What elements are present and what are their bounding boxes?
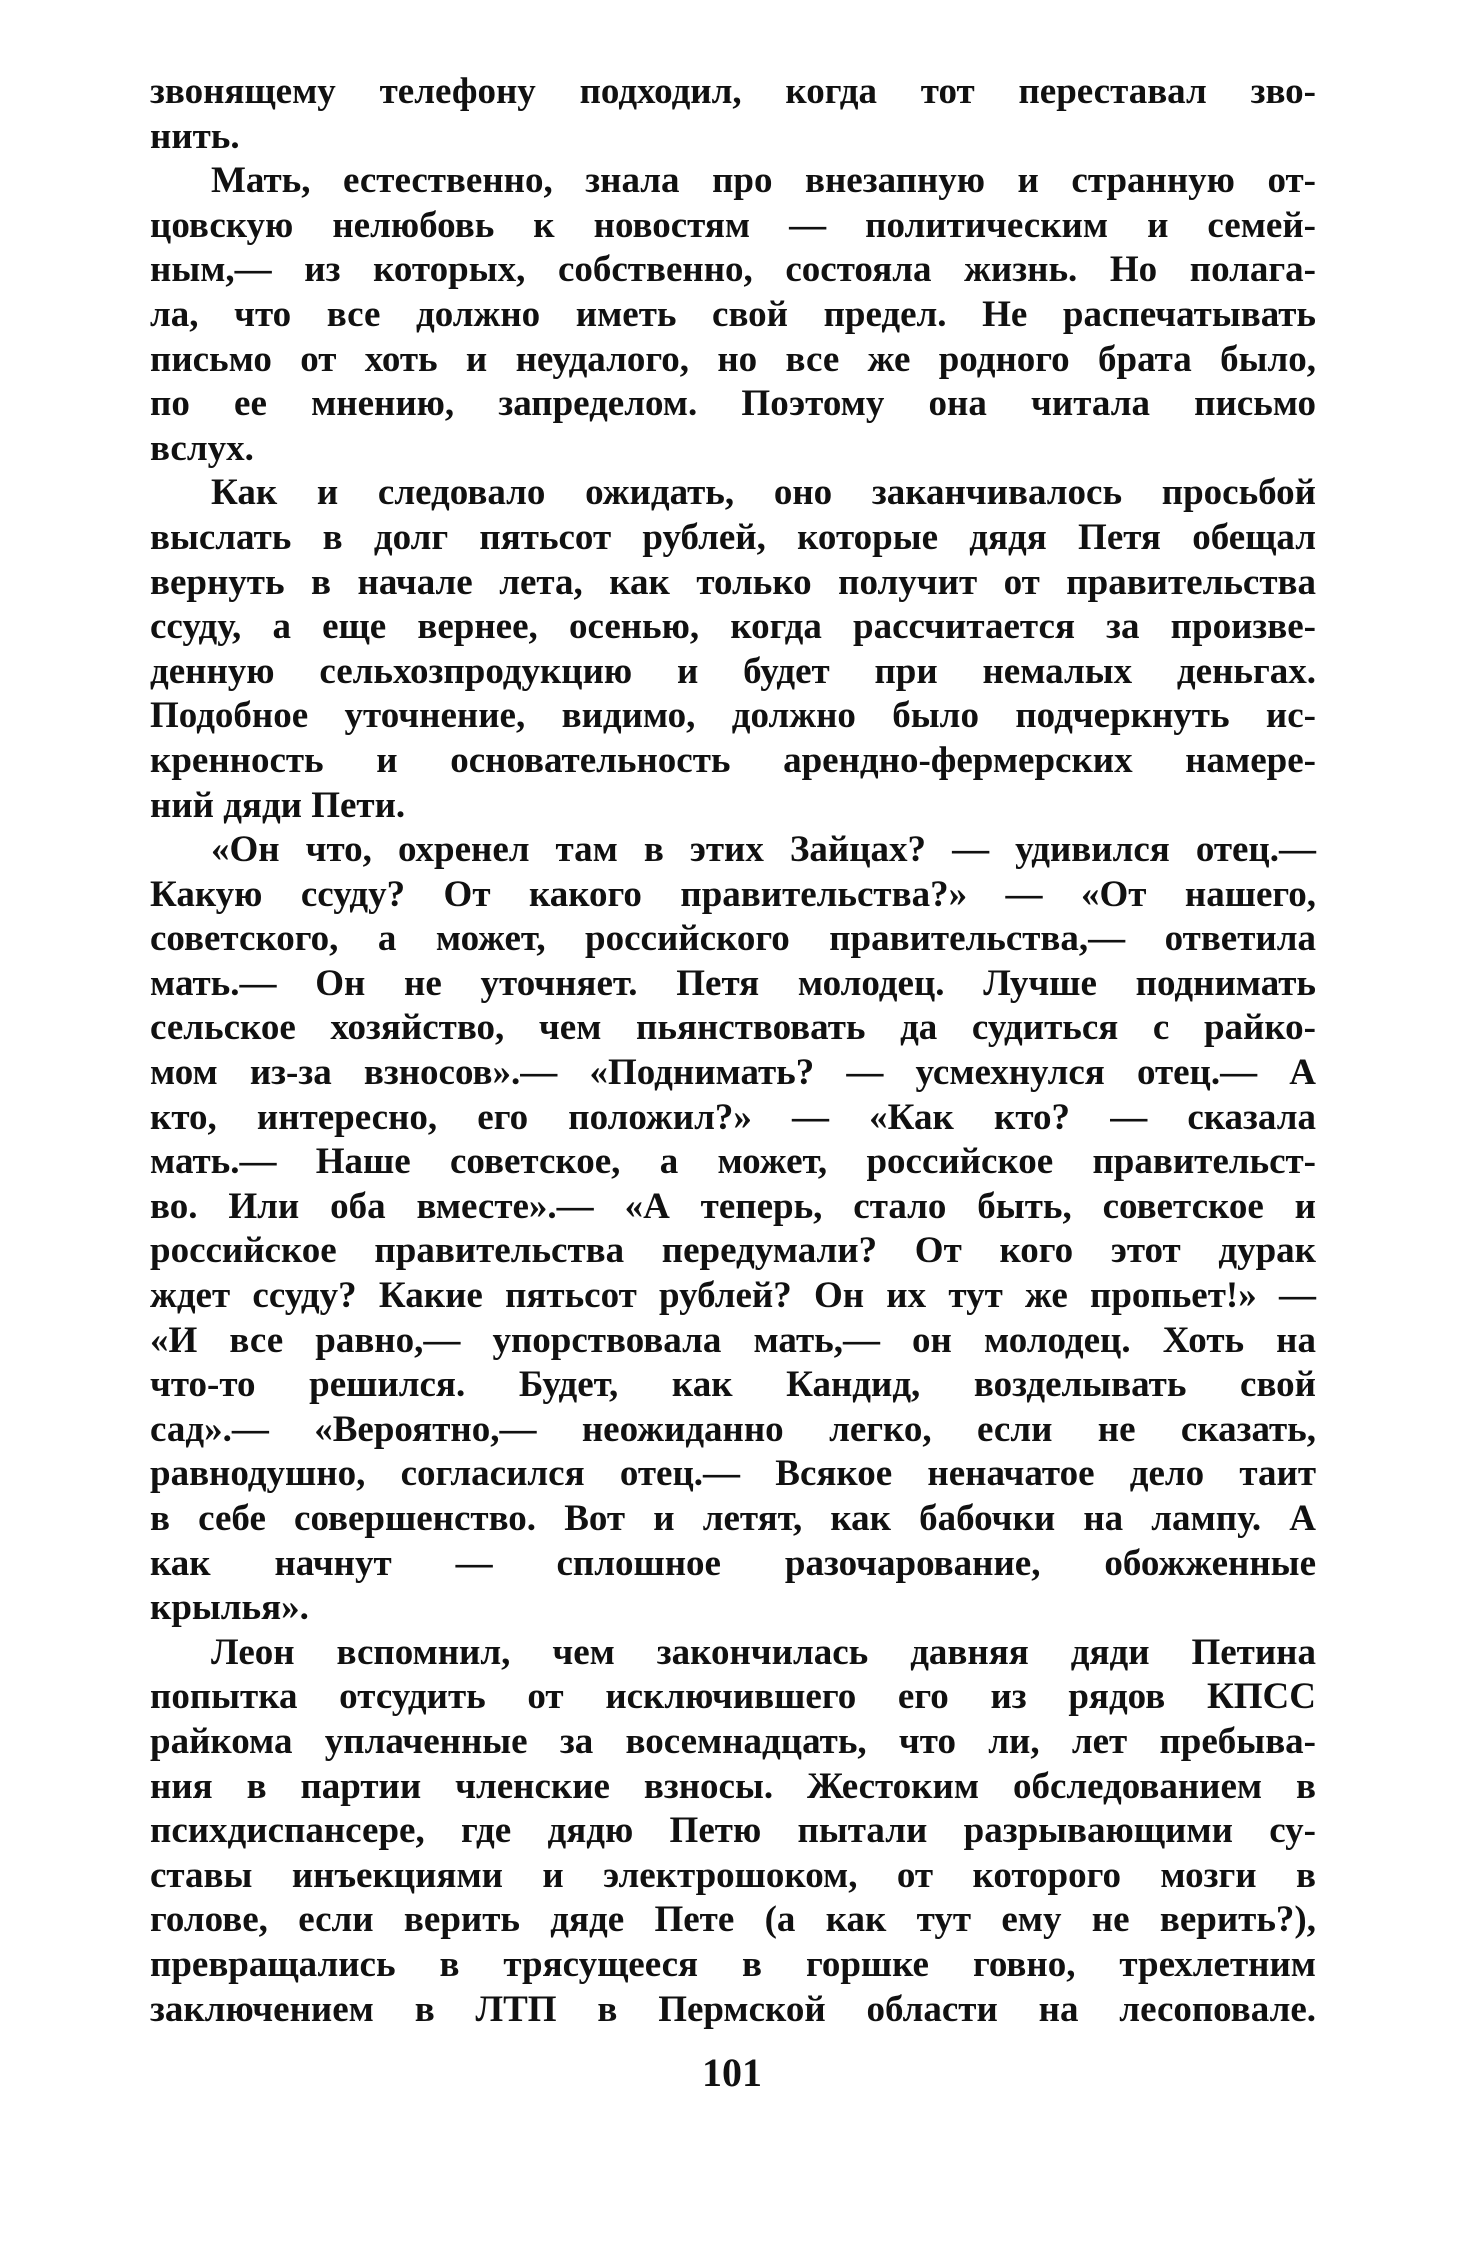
text-line: «И все равно,— упорствовала мать,— он молодец. Хоть на xyxy=(150,1319,1316,1361)
text-line: равнодушно, согласился отец.— Всякое неначатое дело таит xyxy=(150,1453,1316,1495)
text-line: советского, а может, российского правительства,— ответила xyxy=(150,918,1316,960)
page-number: 101 xyxy=(702,2050,762,2095)
text-line: Подобное уточнение, видимо, должно было подчеркнуть ис- xyxy=(150,695,1316,737)
text-line: ний дяди Пети. xyxy=(150,784,406,826)
text-line: звонящему телефону подходил, когда тот переставал зво- xyxy=(150,71,1316,112)
text-line: ждет ссуду? Какие пятьсот рублей? Он их тут же пропьет!» — xyxy=(150,1275,1316,1317)
text-line: мать.— Наше советское, а может, российское правительст- xyxy=(150,1141,1316,1183)
text-line: превращались в трясущееся в горшке говно, трехлетним xyxy=(150,1943,1316,1985)
text-line: по ее мнению, запределом. Поэтому она читала письмо xyxy=(150,383,1316,425)
text-line: ния в партии членские взносы. Жестоким обследованием в xyxy=(150,1765,1316,1807)
text-line: кто, интересно, его положил?» — «Как кто? — сказала xyxy=(150,1096,1316,1138)
text-line: «Он что, охренел там в этих Зайцах? — удивился отец.— xyxy=(211,829,1316,871)
paragraph xyxy=(150,828,1316,1631)
text-line: психдиспансере, где дядю Петю пытали разрывающими су- xyxy=(150,1810,1316,1852)
text-line: Как и следовало ожидать, оно заканчивалось просьбой xyxy=(211,472,1316,514)
text-line: райкома уплаченные за восемнадцать, что ли, лет пребыва- xyxy=(150,1720,1316,1762)
text-line: российское правительства передумали? От кого этот дурак xyxy=(150,1230,1316,1272)
text-line: вернуть в начале лета, как только получит от правительства xyxy=(150,561,1316,603)
text-line: письмо от хоть и неудалого, но все же родного брата было, xyxy=(150,338,1316,380)
paragraph xyxy=(150,70,1316,159)
text-line: ставы инъекциями и электрошоком, от которого мозги в xyxy=(150,1854,1316,1896)
text-line: как начнут — сплошное разочарование, обожженные xyxy=(150,1542,1316,1584)
paragraph xyxy=(150,1631,1316,2032)
paragraph xyxy=(150,471,1316,828)
text-line: во. Или оба вместе».— «А теперь, стало быть, советское и xyxy=(150,1185,1316,1227)
text-line: крылья». xyxy=(150,1587,309,1629)
text-line: голове, если верить дяде Пете (а как тут ему не верить?), xyxy=(150,1899,1316,1941)
page-text xyxy=(150,70,1316,2032)
text-line: Леон вспомнил, чем закончилась давняя дяди Петина xyxy=(211,1631,1316,1673)
text-line: цовскую нелюбовь к новостям — политическим и семей- xyxy=(150,204,1316,246)
text-line: в себе совершенство. Вот и летят, как бабочки на лампу. А xyxy=(150,1498,1316,1539)
text-line: кренность и основательность арендно-фермерских намере- xyxy=(150,739,1316,781)
text-line: нить. xyxy=(150,115,240,157)
text-line: выслать в долг пятьсот рублей, которые дядя Петя обещал xyxy=(150,516,1316,558)
paragraph xyxy=(150,159,1316,471)
text-line: ссуду, а еще вернее, осенью, когда рассчитается за произве- xyxy=(150,606,1316,648)
text-line: Какую ссуду? От какого правительства?» — «От нашего, xyxy=(150,873,1316,915)
text-line: ным,— из которых, собственно, состояла жизнь. Но полага- xyxy=(150,249,1316,291)
text-line: денную сельхозпродукцию и будет при немалых деньгах. xyxy=(150,650,1316,692)
text-line: мом из-за взносов».— «Поднимать? — усмехнулся отец.— А xyxy=(150,1052,1316,1094)
text-line: ла, что все должно иметь свой предел. Не распечатывать xyxy=(150,293,1316,335)
text-line: сад».— «Вероятно,— неожиданно легко, если не сказать, xyxy=(150,1408,1316,1450)
text-line: попытка отсудить от исключившего его из рядов КПСС xyxy=(150,1676,1316,1718)
text-line: мать.— Он не уточняет. Петя молодец. Лучше поднимать xyxy=(150,962,1316,1004)
text-line: Мать, естественно, знала про внезапную и странную от- xyxy=(211,160,1316,202)
text-line: заключением в ЛТП в Пермской области на лесоповале. xyxy=(150,1988,1316,2030)
text-line: сельское хозяйство, чем пьянствовать да судиться с райко- xyxy=(150,1007,1316,1049)
text-line: что-то решился. Будет, как Кандид, возделывать свой xyxy=(150,1364,1316,1406)
text-line: вслух. xyxy=(150,427,254,469)
